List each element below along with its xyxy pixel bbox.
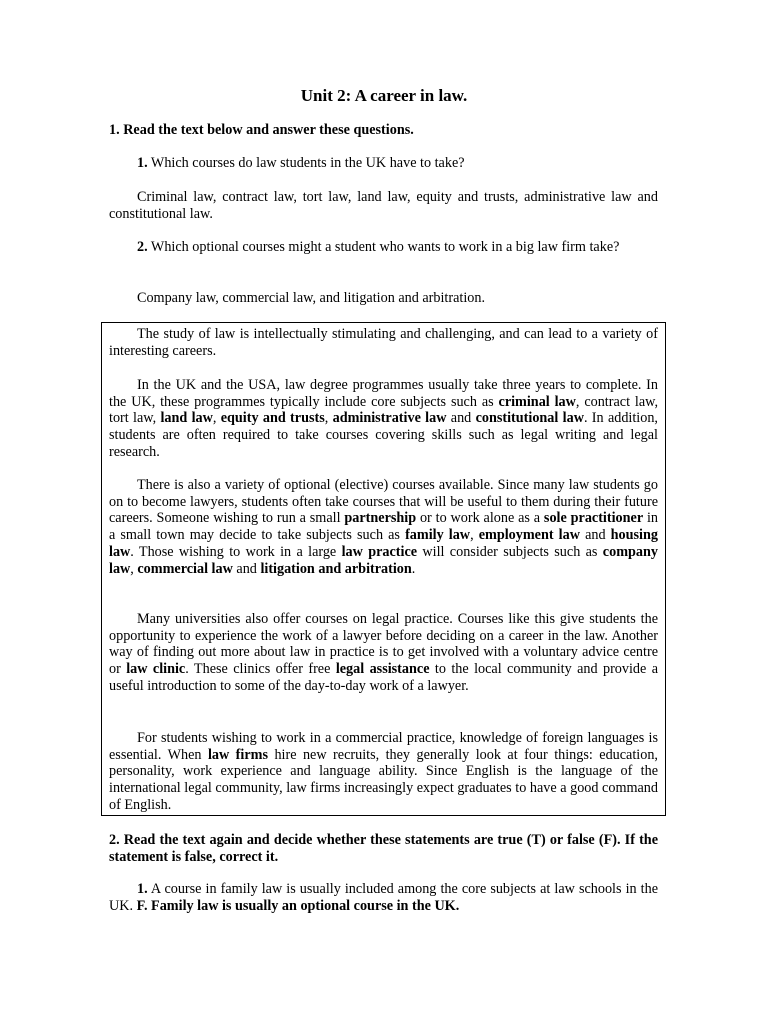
text-run: hire new recruits, they generally look at four things: education, personality, work experience and language ability. Since English is the language of the international legal community, law firms increasingly expect graduates to have a good command of English. <box>109 746 658 813</box>
key-term: land law <box>160 410 213 427</box>
text-run: . In addition, students are often required to take courses covering skills such as legal writing and legal research. <box>109 410 658 460</box>
statement-1-answer: F. Family law is usually an optional course in the UK. <box>136 897 460 914</box>
text-run: to the local community and provide a useful introduction to some of the day-to-day work of a lawyer. <box>109 661 659 694</box>
text-run: There is also a variety of optional (elective) courses available. Since many law students go on to become lawyers, students often take courses that will be useful to them during their future careers. Someone wishing to run a small <box>109 477 658 527</box>
key-term: employment law <box>478 527 580 544</box>
key-term: administrative law <box>332 410 447 427</box>
key-term: commercial law <box>137 560 233 577</box>
text-run: will consider subjects such as <box>417 543 603 560</box>
key-term: legal assistance <box>335 661 430 678</box>
passage-paragraph-3 <box>109 477 658 577</box>
text-run: in a small town may decide to take subjects such as <box>109 510 659 544</box>
key-term: law practice <box>341 543 418 560</box>
text-run: or to work alone as a <box>416 510 544 527</box>
key-term: law clinic <box>126 661 186 678</box>
key-term: litigation and arbitration <box>260 560 412 577</box>
key-term: constitutional law <box>475 410 584 427</box>
text-run: In the UK and the USA, law degree programmes usually take three years to complete. In the UK, these programmes typically include core subjects such as <box>109 377 658 410</box>
statement-1 <box>109 881 658 914</box>
question-1-text: Which courses do law students in the UK have to take? <box>147 155 465 171</box>
question-1-number: 1. <box>137 155 148 171</box>
passage-paragraph-2 <box>109 377 658 461</box>
key-term: equity and trusts <box>220 410 325 427</box>
passage-paragraph-5 <box>109 730 658 814</box>
text-run: For students wishing to work in a commercial practice, knowledge of foreign languages is essential. When <box>109 730 658 763</box>
question-2-number: 2. <box>137 239 148 255</box>
text-run: . <box>411 560 416 577</box>
section1-heading: 1. Read the text below and answer these questions. <box>109 122 414 138</box>
key-term: housing law <box>109 527 658 560</box>
key-term: company law <box>109 543 658 577</box>
question-2-text: Which optional courses might a student who wants to work in a big law firm take? <box>147 239 620 255</box>
question-2 <box>109 239 658 256</box>
text-run: Many universities also offer courses on legal practice. Courses like this give students the opportunity to experience the work of a lawyer before deciding on a career in the law. Another way of finding out more about law in practice is to get involved with a voluntary advice centre or <box>109 611 658 678</box>
text-run: and <box>579 527 611 544</box>
passage-paragraph-1: The study of law is intellectually stimulating and challenging, and can lead to a variety of interesting careers. <box>109 326 658 359</box>
key-term: criminal law <box>498 393 576 410</box>
text-run: , <box>324 410 333 427</box>
text-run: . Those wishing to work in a large <box>130 543 342 560</box>
key-term: sole practitioner <box>543 510 644 527</box>
text-run: . These clinics offer free <box>185 661 336 678</box>
question-1 <box>109 155 658 172</box>
section2-heading: 2. Read the text again and decide whether these statements are true (T) or false (F). If the statement is false, correct it. <box>109 832 658 865</box>
key-term: law firms <box>207 746 268 763</box>
statement-1-text: A course in family law is usually included among the core subjects at law schools in the UK. <box>109 881 658 914</box>
key-term: partnership <box>344 510 417 527</box>
statement-1-number: 1. <box>137 881 148 897</box>
text-run: , contract law, tort law, <box>109 393 658 427</box>
text-run: , <box>212 410 221 427</box>
page-title: Unit 2: A career in law. <box>300 86 468 105</box>
text-run: , <box>130 560 138 577</box>
text-run: , <box>470 527 479 544</box>
text-run: and <box>446 410 476 427</box>
answer-2: Company law, commercial law, and litigation and arbitration. <box>137 290 486 306</box>
passage-paragraph-4 <box>109 611 658 695</box>
answer-1: Criminal law, contract law, tort law, land law, equity and trusts, administrative law and constitutional law. <box>109 189 658 222</box>
text-run: and <box>232 560 261 577</box>
key-term: family law <box>405 527 471 544</box>
